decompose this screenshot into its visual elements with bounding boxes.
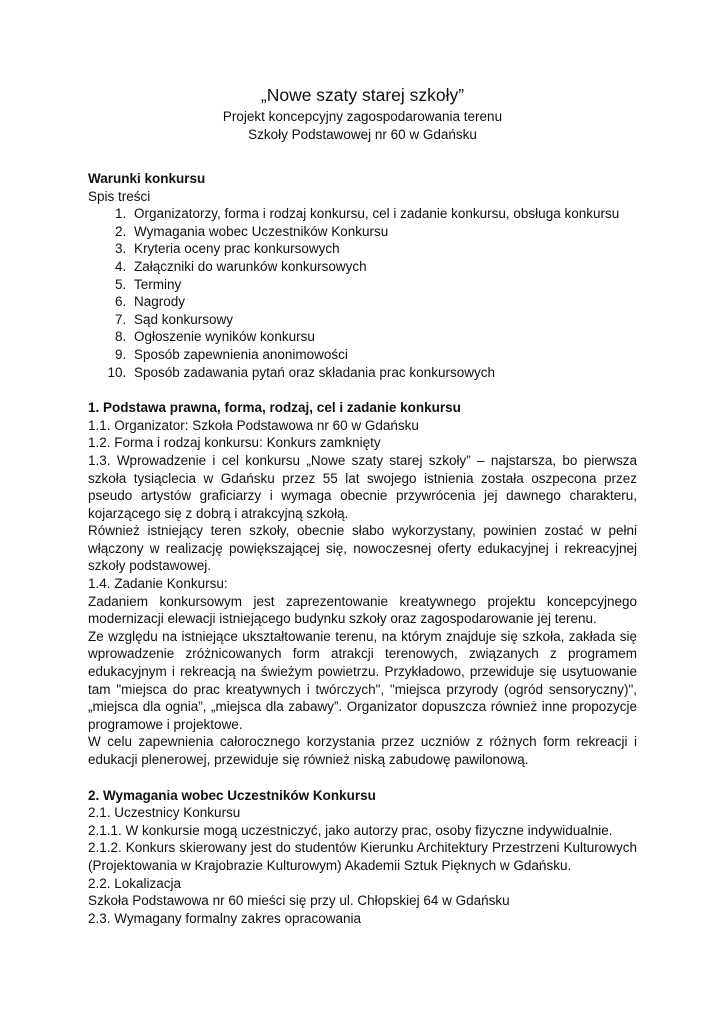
spacer [88, 769, 637, 787]
paragraph-location: Szkoła Podstawowa nr 60 mieści się przy ul. Chłopskiej 64 w Gdańsku [88, 893, 510, 909]
paragraph-task-line: modernizacji elewacji istniejącego budynku szkoły oraz zagospodarowanie jej terenu. [88, 611, 597, 627]
paragraph-1-3-line: 1.3. Wprowadzenie i cel konkursu „Nowe szaty starej szkoły” – najstarsza, bo pierwsza [88, 452, 637, 468]
table-of-contents [88, 205, 637, 381]
document-subtitle-2: Szkoły Podstawowej nr 60 w Gdańsku [248, 127, 477, 142]
paragraph-1-4: 1.4. Zadanie Konkursu: [88, 576, 228, 592]
section-1-heading: 1. Podstawa prawna, forma, rodzaj, cel i zadanie konkursu [88, 400, 461, 416]
paragraph-1-2: 1.2. Forma i rodzaj konkursu: Konkurs zamknięty [88, 435, 381, 451]
paragraph-layout-line: tam "miejsca do prac kreatywnych i twórczych", "miejsca przyrody (ogród sensoryczny)", [88, 681, 637, 697]
paragraph-2-1: 2.1. Uczestnicy Konkursu [88, 805, 241, 821]
toc-item: 3. Kryteria oceny prac konkursowych [130, 240, 637, 258]
paragraph-2-1-2-line: 2.1.2. Konkurs skierowany jest do studentów Kierunku Architektury Przestrzeni Kulturowych [88, 840, 637, 856]
document-header [88, 84, 637, 144]
toc-item: 7. Sąd konkursowy [130, 311, 637, 329]
toc-item: 10. Sposób zadawania pytań oraz składania prac konkursowych [130, 364, 637, 382]
paragraph-2-3: 2.3. Wymagany formalny zakres opracowania [88, 910, 361, 926]
section-2 [88, 787, 637, 928]
paragraph-usage-line: W celu zapewnienia całorocznego korzystania przez uczniów z różnych form rekreacji i [88, 734, 637, 750]
paragraph-usage-line: edukacji plenerowej, przewiduje się również niską zabudowę pawilonową. [88, 752, 529, 767]
document-title: „Nowe szaty starej szkoły” [260, 85, 465, 105]
paragraph-2-1-2-line: (Projektowania w Krajobrazie Kulturowym) Akademii Sztuk Pięknych w Gdańsku. [88, 857, 572, 873]
conditions-heading: Warunki konkursu [88, 171, 206, 186]
spacer [88, 381, 637, 399]
conditions-section [88, 170, 637, 381]
paragraph-2-2: 2.2. Lokalizacja [88, 875, 182, 891]
paragraph-layout-line: „miejsca dla ognia”, „miejsca dla zabawy”. Organizator dopuszcza również inne propozycje [88, 699, 637, 715]
document-subtitle-1: Projekt koncepcyjny zagospodarowania terenu [222, 109, 503, 124]
paragraph-layout-line: programowe i projektowe. [88, 716, 243, 732]
toc-label: Spis treści [88, 188, 151, 204]
paragraph-1-3-line: szkoła tysiąclecia w Gdańsku przez 55 lat swojego istnienia została oszpecona przez [88, 470, 637, 486]
toc-item: 9. Sposób zapewnienia anonimowości [130, 346, 637, 364]
paragraph-task-line: Zadaniem konkursowym jest zaprezentowanie kreatywnego projektu koncepcyjnego [88, 593, 637, 609]
paragraph-terrain-line: szkoły podstawowej. [88, 558, 212, 574]
section-2-heading: 2. Wymagania wobec Uczestników Konkursu [88, 787, 376, 803]
paragraph-layout-line: Ze względu na istniejące ukształtowanie terenu, na którym znajduje się szkoła, zakłada się [88, 628, 637, 644]
paragraph-2-1-1: 2.1.1. W konkursie mogą uczestniczyć, jako autorzy prac, osoby fizyczne indywidualnie. [88, 822, 613, 838]
toc-item: 5. Terminy [130, 276, 637, 294]
spacer [88, 144, 637, 170]
paragraph-1-3-line: pseudo artystów graficiarzy i wymaga obecnie przywrócenia jej dawnego charakteru, [88, 488, 637, 504]
toc-item: 2. Wymagania wobec Uczestników Konkursu [130, 223, 637, 241]
section-1 [88, 399, 637, 768]
paragraph-1-3-line: kojarzącego się z dobrą i atrakcyjną szkołą. [88, 505, 349, 521]
toc-item: 1. Organizatorzy, forma i rodzaj konkursu, cel i zadanie konkursu, obsługa konkursu [130, 205, 637, 223]
toc-item: 6. Nagrody [130, 293, 637, 311]
toc-item: 4. Załączniki do warunków konkursowych [130, 258, 637, 276]
paragraph-terrain-line: włączony w realizację powiększającej się, nowoczesnej oferty edukacyjnej i rekreacyjnej [88, 540, 637, 556]
paragraph-layout-line: edukacyjnym i rekreacją na świeżym powietrzu. Przykładowo, przewiduje się usytuowanie [88, 664, 637, 680]
paragraph-layout-line: wprowadzenie zróżnicowanych form atrakcji terenowych, związanych z programem [88, 646, 637, 662]
paragraph-1-1: 1.1. Organizator: Szkoła Podstawowa nr 60 w Gdańsku [88, 417, 419, 433]
toc-item: 8. Ogłoszenie wyników konkursu [130, 328, 637, 346]
paragraph-terrain-line: Również istniejący teren szkoły, obecnie słabo wykorzystany, powinien zostać w pełni [88, 523, 637, 539]
